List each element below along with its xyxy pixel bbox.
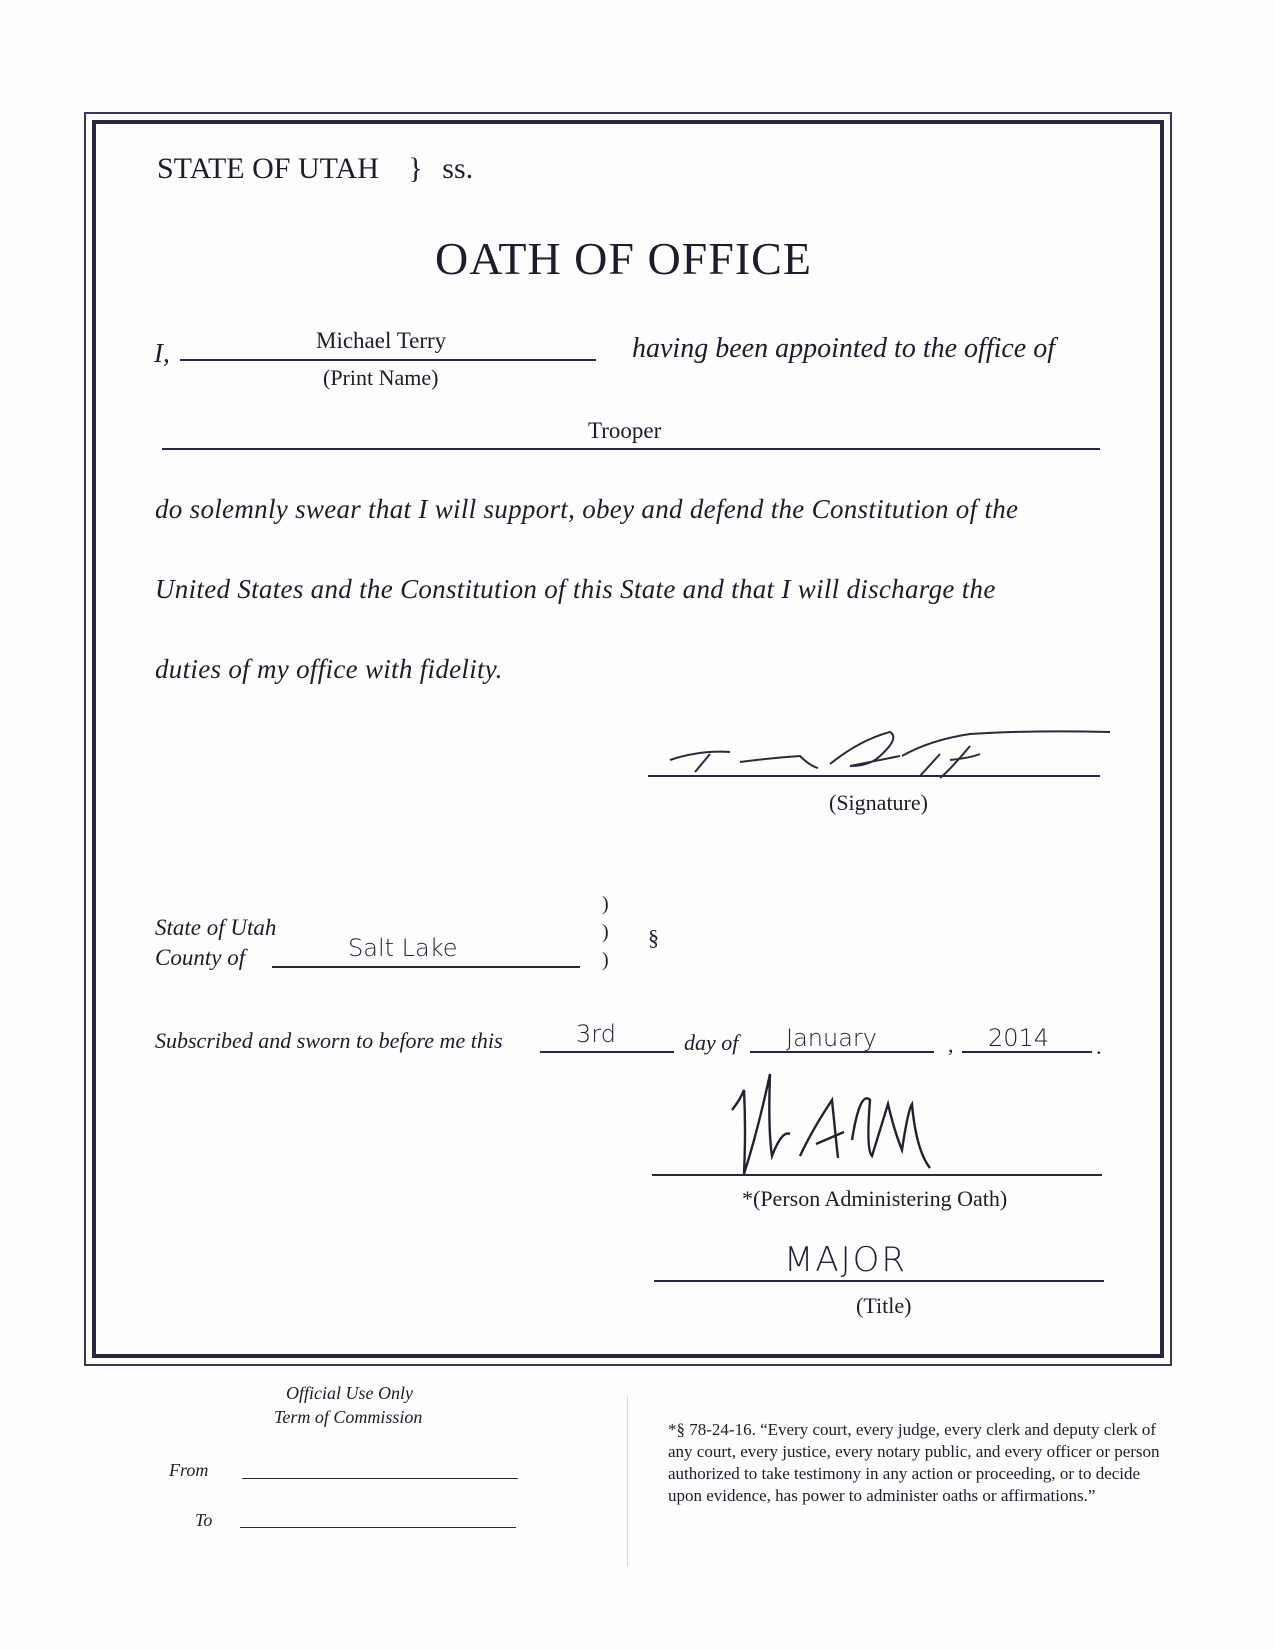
oath-line-2: United States and the Constitution of this State and that I will discharge the: [155, 574, 996, 604]
title-value: MAJOR: [784, 1240, 908, 1280]
appointee-name: Michael Terry: [316, 328, 447, 353]
from-line: [242, 1478, 518, 1479]
administrator-caption: *(Person Administering Oath): [742, 1186, 1008, 1211]
paren-2: ): [602, 921, 609, 943]
term-of-commission-heading: Term of Commission: [274, 1407, 423, 1427]
print-name-caption: (Print Name): [323, 365, 439, 390]
name-line: [180, 359, 596, 361]
county-value: Salt Lake: [348, 934, 458, 962]
venue-county-label: County of: [155, 945, 246, 970]
year-line: [962, 1051, 1092, 1053]
administrator-signature: [720, 1070, 1040, 1180]
section-symbol: §: [648, 925, 659, 950]
official-use-heading: Official Use Only: [286, 1383, 413, 1403]
handwritten-signature: [640, 720, 1120, 790]
venue-state-label: State of Utah: [155, 915, 277, 940]
i-prefix: I,: [154, 338, 170, 368]
section-divider: [627, 1396, 628, 1566]
title-caption: (Title): [856, 1293, 912, 1318]
jurat-comma: ,: [948, 1032, 954, 1057]
from-label: From: [169, 1460, 209, 1480]
to-line: [240, 1527, 516, 1528]
administrator-line: [652, 1174, 1102, 1176]
statute-footnote: *§ 78-24-16. “Every court, every judge, every clerk and deputy clerk of any court, every justice, every notary public, and every officer or person authorized to take testimony in any action or proceeding, or to decide upon evidence, has power to administer oaths or affirmations.”: [668, 1420, 1160, 1505]
signature-caption: (Signature): [829, 790, 928, 815]
oath-line-3: duties of my office with fidelity.: [155, 654, 503, 684]
state-heading: [157, 152, 473, 186]
month-line: [750, 1051, 934, 1053]
page-title: OATH OF OFFICE: [435, 233, 812, 284]
office-value: Trooper: [588, 418, 662, 443]
paren-3: ): [602, 949, 609, 971]
jurat-day-of: day of: [684, 1030, 739, 1055]
title-line: [654, 1280, 1104, 1282]
signature-line: [648, 775, 1100, 777]
day-line: [540, 1051, 674, 1053]
jurat-month: January: [786, 1024, 877, 1052]
ss-label: ss.: [442, 152, 474, 185]
paren-1: ): [602, 893, 609, 915]
oath-line-1: do solemnly swear that I will support, obey and defend the Constitution of the: [155, 494, 1019, 524]
jurat-day: 3rd: [576, 1020, 616, 1048]
appointed-text: having been appointed to the office of: [632, 333, 1056, 364]
county-line: [272, 966, 580, 968]
brace: }: [408, 152, 423, 185]
office-line: [162, 448, 1100, 450]
jurat-prefix: Subscribed and sworn to before me this: [155, 1028, 503, 1053]
jurat-year: 2014: [988, 1024, 1050, 1052]
state-name: STATE OF UTAH: [157, 152, 379, 185]
to-label: To: [195, 1510, 213, 1530]
jurat-period: .: [1096, 1034, 1102, 1059]
